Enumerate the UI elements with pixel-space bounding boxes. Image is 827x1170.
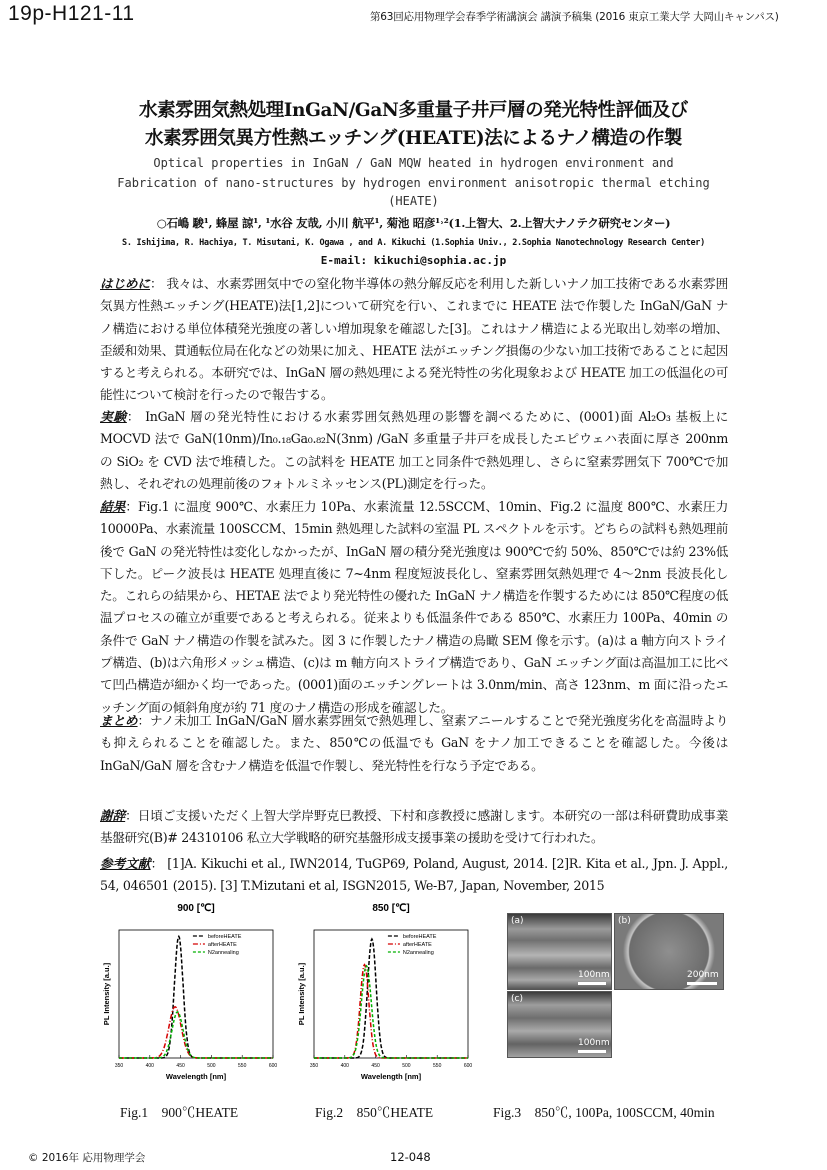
ack-paragraph (100, 805, 728, 850)
authors-ja: ○石嶋 駿¹, 蜂屋 諒¹, ¹水谷 友哉, 小川 航平¹, 菊池 昭彦¹˒²(1.上智大、2.上智大ナノテク研究センター) (156, 216, 671, 230)
plot-frame (119, 930, 273, 1058)
experiment-text: ： InGaN 層の発光特性における水素雰囲気熱処理の影響を調べるために、(0001)面 Al₂O₃ 基板上に MOCVD 法で GaN(10nm)/In₀.₁₈Ga₀.₈₂N(3nm) /GaN 多重量子井戸を成長したエピウェハ表面に厚さ 200nm の SiO₂ を CVD 法で堆積した。この試料を HEATE 加工と同条件で熱処理し、さらに窒素雰囲気下 700℃で加熱し、それぞれの処理前後のフォトルミネッセンス(PL)測定を行った。 (100, 409, 729, 491)
sem-scalebar-c (578, 1050, 606, 1053)
experiment-paragraph (100, 406, 728, 495)
sem-scale-b: 200nm (687, 970, 719, 980)
x-tick-label: 500 (207, 1063, 216, 1069)
title-en-line-2: Fabrication of nano-structures by hydrogen environment anisotropic thermal etching (117, 176, 710, 190)
x-tick-label: 600 (268, 1063, 278, 1069)
legend-entry: beforeHEATE (402, 934, 437, 940)
x-tick-label: 400 (145, 1063, 154, 1069)
sem-label-c: (c) (511, 994, 523, 1004)
x-axis-label: Wavelength [nm] (165, 1072, 227, 1081)
title-en-line-1: Optical properties in InGaN / GaN MQW heated in hydrogen environment and (153, 156, 674, 170)
title-ja-line-2: 水素雰囲気異方性熱エッチング(HEATE)法によるナノ構造の作製 (144, 128, 683, 149)
legend-entry: beforeHEATE (207, 934, 242, 940)
series-line-N2annealing (314, 966, 468, 1058)
ack-heading: 謝辞 (100, 808, 126, 823)
sem-label-b: (b) (618, 916, 631, 926)
results-text: ：Fig.1 に温度 900℃、水素圧力 10Pa、水素流量 12.5SCCM、10min、Fig.2 に温度 800℃、水素圧力 10000Pa、水素流量 100SCCM、15min 熱処理した試料の室温 PL スペクトルを示す。どちらの試料も熱処理前後で GaN の発光特性は変化しなかったが、InGaN 層の積分発光強度は 900℃で約 50%、850℃では約 23%低下した。ピーク波長は HEATE 処理直後に 7~4nm 程度短波長化し、窒素雰囲気熱処理で 4～2nm 長波長化した。これらの結果から、HETAE 法でより発光特性の優れた InGaN ナノ構造を作製するためには 850℃程度の低温プロセスの確立が重要であると考えられる。従来よりも低温条件である 850℃、水素圧力 100Pa、40min の条件で GaN ナノ構造の作製を試みた。図 3 に作製したナノ構造の鳥瞰 SEM 像を示す。(a)は a 軸方向ストライプ構造、(b)は六角形メッシュ構造、(c)は m 軸方向ストライプ構造であり、GaN エッチング面は高温加工に比べて凹凸構造が細かく均一であった。(0001)面のエッチングレートは 3.0nm/min、高さ 123nm、m 面に沿ったエッチング面の傾斜角度が約 71 度のナノ構造の形成を確認した。 (100, 499, 728, 715)
intro-text: ： 我々は、水素雰囲気中での窒化物半導体の熱分解反応を利用した新しいナノ加工技術である水素雰囲気異方性熱エッチング(HEATE)法[1,2]について研究を行い、これまでに HEATE 法で作製した InGaN/GaN ナノ構造における単位体積発光強度の著しい増加現象を確認した[3]。これはナノ構造による光取出し効率の増加、歪緩和効果、貫通転位局在化などの効果に加え、HEATE 法がエッチング損傷の少ない加工技術であることに起因すると考えられる。本研究では、InGaN 層の熱処理による発光特性の劣化現象および HEATE 加工の低温化の可能性について検討を行ったので報告する。 (100, 276, 728, 403)
email: E-mail: kikuchi@sophia.ac.jp (320, 254, 507, 267)
title-ja-line-1: 水素雰囲気熱処理InGaN/GaN多重量子井戸層の発光特性評価及び (138, 100, 689, 121)
x-tick-label: 350 (114, 1063, 124, 1069)
legend-entry: afterHEATE (207, 942, 237, 948)
x-tick-label: 350 (309, 1063, 319, 1069)
experiment-heading: 実験 (100, 409, 127, 424)
summary-text: ：ナノ未加工 InGaN/GaN 層水素雰囲気で熱処理し、窒素アニールすることで発光強度劣化を高温時よりも抑えられることを確認した。また、850℃の低温でも GaN をナノ加工できることを確認した。今後は InGaN/GaN 層を含むナノ構造を低温で作製し、発光特性を行なう予定である。 (100, 713, 728, 773)
plot-frame (314, 930, 468, 1058)
references-paragraph (100, 853, 728, 898)
series-line-N2annealing (119, 1012, 273, 1058)
series-line-beforeHEATE (119, 936, 273, 1058)
sem-scale-a: 100nm (578, 970, 610, 980)
footer-page-number: 12-048 (390, 1150, 431, 1164)
chart-title: 900 [℃] (177, 903, 215, 914)
results-heading: 結果 (100, 499, 126, 514)
series-line-afterHEATE (314, 965, 468, 1058)
series-line-afterHEATE (119, 1007, 273, 1058)
intro-paragraph (100, 273, 728, 407)
fig1-caption: Fig.1 900℃HEATE (120, 1105, 239, 1120)
series-line-beforeHEATE (314, 939, 468, 1058)
x-tick-label: 500 (402, 1063, 411, 1069)
fig2-caption: Fig.2 850℃HEATE (315, 1105, 434, 1120)
x-tick-label: 600 (463, 1063, 473, 1069)
x-tick-label: 550 (433, 1063, 442, 1069)
x-axis-label: Wavelength [nm] (360, 1072, 422, 1081)
chart-title: 850 [℃] (372, 903, 410, 914)
conference-header: 第63回応用物理学会春季学術講演会 講演予稿集 (2016 東京工業大学 大岡山キャンパス) (370, 11, 779, 23)
authors-en: S. Ishijima, R. Hachiya, T. Misutani, K. Ogawa , and A. Kikuchi (1.Sophia Univ., 2.Sophia Nanotechnology Research Center) (122, 238, 705, 248)
results-paragraph (100, 496, 728, 719)
paper-code: 19p-H121-11 (8, 2, 135, 25)
chart-fig2 (290, 900, 480, 1090)
y-axis-label: PL Intensity [a.u.] (102, 962, 111, 1026)
x-tick-label: 550 (238, 1063, 247, 1069)
ack-text: ：日頃ご支援いただく上智大学岸野克巳教授、下村和彦教授に感謝します。本研究の一部は科研費助成事業 基盤研究(B)# 24310106 私立大学戦略的研究基盤形成支援事業の援助を受けて行われた。 (100, 808, 728, 846)
x-tick-label: 450 (176, 1063, 185, 1069)
legend-entry: afterHEATE (402, 942, 432, 948)
fig3-caption: Fig.3 850℃, 100Pa, 100SCCM, 40min (493, 1105, 715, 1120)
x-tick-label: 400 (340, 1063, 349, 1069)
references-heading: 参考文献 (100, 856, 151, 871)
y-axis-label: PL Intensity [a.u.] (297, 962, 306, 1026)
summary-paragraph (100, 710, 728, 777)
sem-label-a: (a) (511, 916, 524, 926)
x-tick-label: 450 (371, 1063, 380, 1069)
references-text: ： [1]A. Kikuchi et al., IWN2014, TuGP69, Poland, August, 2014. [2]R. Kita et al., Jpn. J. Appl., 54, 046501 (2015). [3] T.Mizutani et al, ISGN2015, We-B7, Japan, November, 2015 (100, 856, 728, 894)
summary-heading: まとめ (100, 713, 138, 728)
sem-image-a (507, 913, 612, 990)
sem-scale-c: 100nm (578, 1038, 610, 1048)
sem-scalebar-a (578, 982, 606, 985)
sem-image-b (614, 913, 724, 990)
chart-fig1 (95, 900, 285, 1090)
sem-scalebar-b (687, 982, 717, 985)
footer-copyright: © 2016年 応用物理学会 (28, 1152, 146, 1164)
sem-image-c (507, 991, 612, 1058)
intro-heading: はじめに (100, 276, 151, 291)
legend-entry: N2annealing (402, 950, 434, 956)
title-en-line-3: (HEATE) (388, 194, 439, 208)
legend-entry: N2annealing (207, 950, 239, 956)
